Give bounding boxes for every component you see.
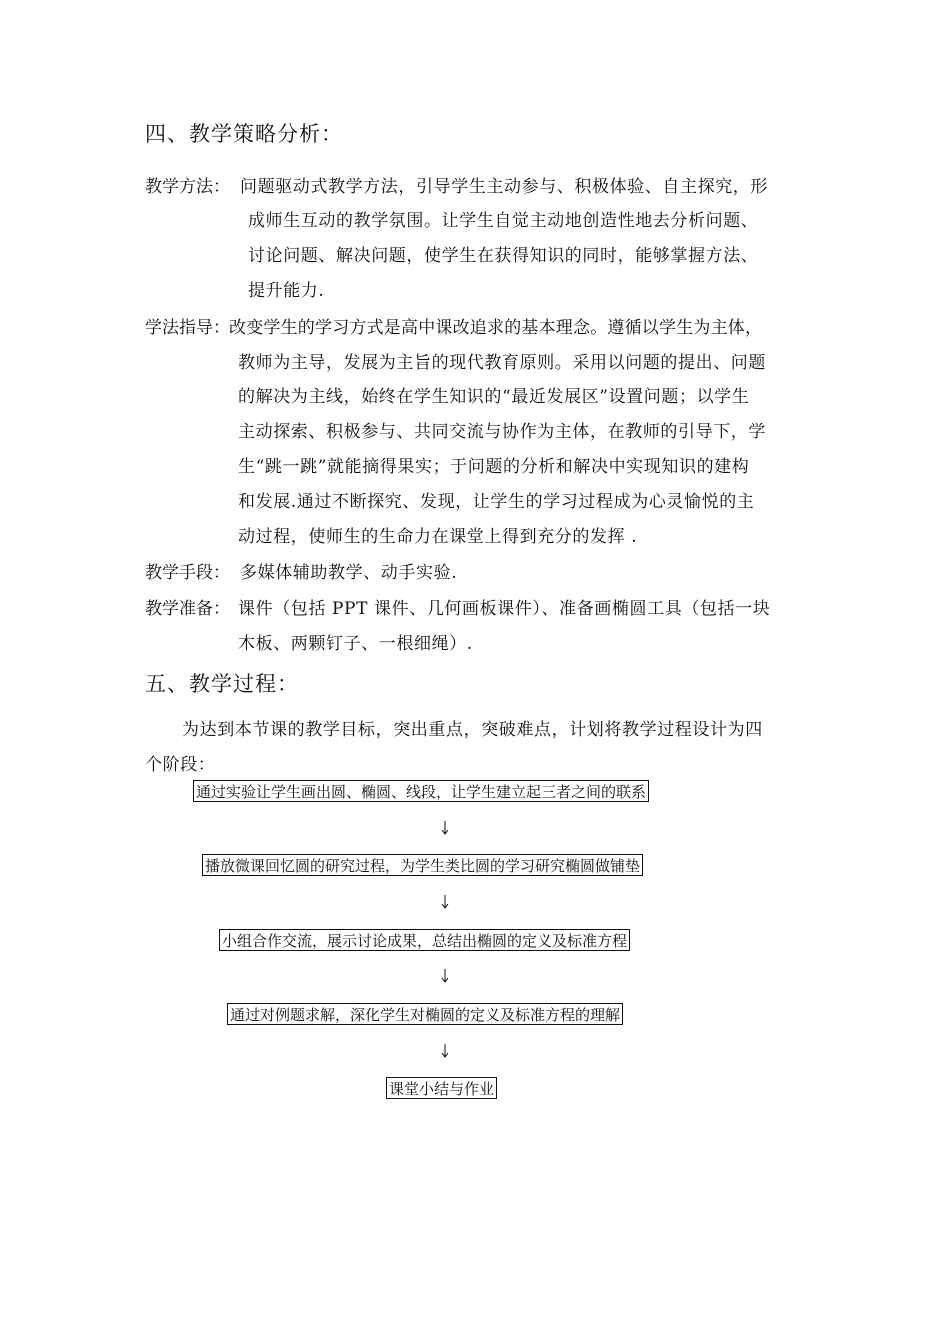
study-guidance-line: 主动探索、积极参与、共同交流与协作为主体，在教师的引导下，学 bbox=[238, 422, 766, 442]
section5-heading: 五、教学过程： bbox=[145, 672, 299, 696]
teaching-method-label: 教学方法： bbox=[145, 177, 230, 197]
down-arrow-icon bbox=[439, 1043, 451, 1059]
study-guidance-line: 动过程，使师生的生命力在课堂上得到充分的发挥 . bbox=[238, 527, 638, 547]
flow-step-4: 通过对例题求解，深化学生对椭圆的定义及标准方程的理解 bbox=[227, 1003, 623, 1025]
section4-heading: 四、教学策略分析： bbox=[145, 122, 343, 146]
teaching-prep-line: 课件（包括 PPT 课件、几何画板课件）、准备画椭圆工具（包括一块 bbox=[238, 599, 771, 619]
teaching-prep-line: 木板、两颗钉子、一根细绳）. bbox=[238, 634, 473, 654]
intro-line: 个阶段： bbox=[145, 755, 216, 775]
teaching-means-label: 教学手段： bbox=[145, 563, 230, 583]
flow-step-5: 课堂小结与作业 bbox=[386, 1077, 497, 1099]
down-arrow-icon bbox=[439, 894, 451, 910]
study-guidance-line: 改变学生的学习方式是高中课改追求的基本理念。遵循以学生为主体， bbox=[229, 318, 763, 338]
study-guidance-line: 的解决为主线，始终在学生知识的“最近发展区”设置问题；以学生 bbox=[238, 387, 750, 407]
teaching-method-line: 成师生互动的教学氛围。让学生自觉主动地创造性地去分析问题、 bbox=[248, 211, 759, 231]
study-guidance-line: 生“跳一跳”就能摘得果实；于问题的分析和解决中实现知识的建构 bbox=[238, 457, 750, 477]
teaching-means-line: 多媒体辅助教学、动手实验. bbox=[240, 563, 458, 583]
flow-step-3: 小组合作交流，展示讨论成果，总结出椭圆的定义及标准方程 bbox=[219, 929, 630, 951]
teaching-prep-label: 教学准备： bbox=[145, 599, 230, 619]
down-arrow-icon bbox=[439, 968, 451, 984]
teaching-method-line: 提升能力. bbox=[248, 281, 325, 301]
flow-step-2: 播放微课回忆圆的研究过程，为学生类比圆的学习研究椭圆做铺垫 bbox=[202, 854, 643, 876]
teaching-method-line: 讨论问题、解决问题，使学生在获得知识的同时，能够掌握方法、 bbox=[248, 246, 759, 266]
study-guidance-line: 和发展.通过不断探究、发现，让学生的学习过程成为心灵愉悦的主 bbox=[238, 492, 755, 512]
down-arrow-icon bbox=[439, 820, 451, 836]
flow-step-1: 通过实验让学生画出圆、椭圆、线段，让学生建立起三者之间的联系 bbox=[193, 780, 649, 802]
study-guidance-line: 教师为主导，发展为主旨的现代教育原则。采用以问题的提出、问题 bbox=[238, 353, 766, 373]
teaching-method-line: 问题驱动式教学方法，引导学生主动参与、积极体验、自主探究，形 bbox=[240, 177, 768, 197]
study-guidance-label: 学法指导： bbox=[145, 318, 230, 338]
intro-line: 为达到本节课的教学目标，突出重点，突破难点，计划将教学过程设计为四 bbox=[182, 720, 763, 740]
